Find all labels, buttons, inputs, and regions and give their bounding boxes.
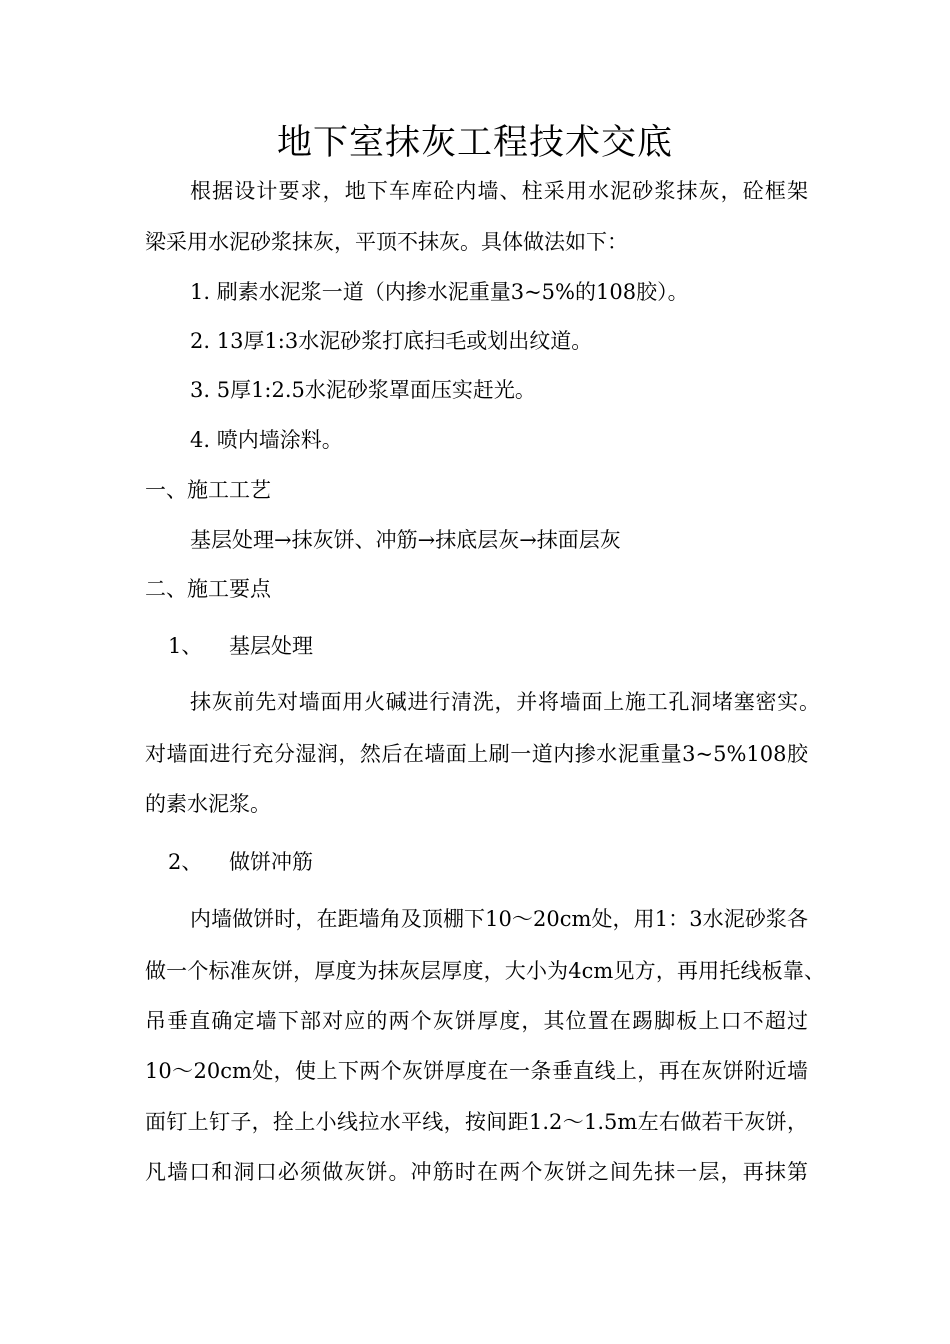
item-1-heading: 1、 基层处理 — [168, 634, 314, 658]
item-2-line-4: 10～20cm处，使上下两个灰饼厚度在一条垂直线上，再在灰饼附近墙 — [145, 1059, 808, 1083]
process-flow: 基层处理→抹灰饼、冲筋→抹底层灰→抹面层灰 — [190, 528, 621, 552]
item-2-line-2: 做一个标准灰饼，厚度为抹灰层厚度，大小为4cm见方，再用托线板靠、 — [145, 959, 825, 983]
item-2-line-5: 面钉上钉子，拴上小线拉水平线，按间距1.2～1.5m左右做若干灰饼， — [145, 1110, 808, 1134]
item-1-line-1: 抹灰前先对墙面用火碱进行清洗，并将墙面上施工孔洞堵塞密实。 — [190, 690, 820, 714]
document-title: 地下室抹灰工程技术交底 — [276, 123, 673, 163]
item-2-line-6: 凡墙口和洞口必须做灰饼。冲筋时在两个灰饼之间先抹一层，再抹第 — [145, 1160, 808, 1184]
step-3: 3. 5厚1:2.5水泥砂浆罩面压实赶光。 — [190, 378, 536, 402]
item-2-heading: 2、 做饼冲筋 — [168, 850, 314, 874]
step-4: 4. 喷内墙涂料。 — [190, 428, 343, 452]
item-2-line-3: 吊垂直确定墙下部对应的两个灰饼厚度，其位置在踢脚板上口不超过 — [145, 1009, 808, 1033]
item-2-line-1: 内墙做饼时，在距墙角及顶棚下10～20cm处，用1：3水泥砂浆各 — [190, 907, 808, 931]
item-1-line-2: 对墙面进行充分湿润，然后在墙面上刷一道内掺水泥重量3~5%108胶 — [145, 742, 808, 766]
intro-line-2: 梁采用水泥砂浆抹灰，平顶不抹灰。具体做法如下： — [145, 230, 628, 254]
intro-line-1: 根据设计要求，地下车库砼内墙、柱采用水泥砂浆抹灰，砼框架 — [190, 179, 808, 203]
step-2: 2. 13厚1:3水泥砂浆打底扫毛或划出纹道。 — [190, 329, 593, 353]
item-1-line-3: 的素水泥浆。 — [145, 792, 271, 816]
step-1: 1. 刷素水泥浆一道（内掺水泥重量3~5%的108胶）。 — [190, 280, 689, 304]
section-1-heading: 一、施工工艺 — [145, 478, 271, 502]
section-2-heading: 二、施工要点 — [145, 577, 271, 601]
